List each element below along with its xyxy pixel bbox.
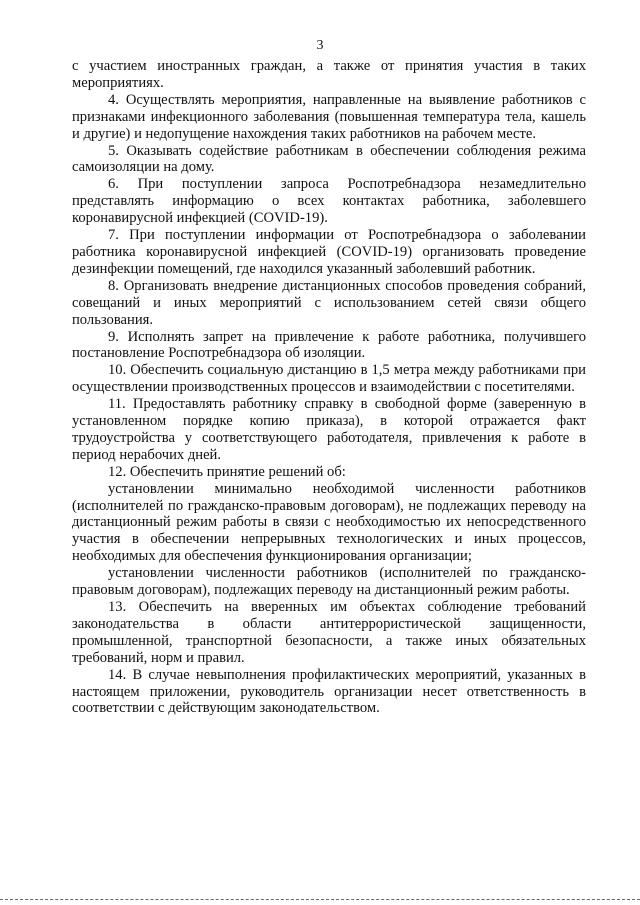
document-paragraph: 9. Исполнять запрет на привлечение к работе работника, получившего постановление Роспотребнадзора об изоляции.	[72, 328, 586, 362]
document-paragraph: установлении численности работников (исполнителей по гражданско-правовым договорам), подлежащих переводу на дистанционный режим работы.	[72, 565, 586, 599]
document-paragraph: 12. Обеспечить принятие решений об:	[108, 463, 346, 480]
document-paragraph: 6. При поступлении запроса Роспотребнадзора незамедлительно представлять информацию о всех контактах работника, заболевшего коронавирусной инфекцией (COVID-19).	[72, 176, 586, 227]
document-paragraph: 10. Обеспечить социальную дистанцию в 1,5 метра между работниками при осуществлении производственных процессов и взаимодействии с посетителями.	[72, 362, 586, 396]
document-paragraph: с участием иностранных граждан, а также от принятия участия в таких мероприятиях.	[72, 58, 586, 91]
document-paragraph: 4. Осуществлять мероприятия, направленные на выявление работников с признаками инфекционного заболевания (повышенная температура тела, кашель и другие) и недопущение нахождения таких работников на рабочем месте.	[72, 91, 586, 142]
document-paragraph: 5. Оказывать содействие работникам в обеспечении соблюдения режима самоизоляции на дому.	[72, 142, 586, 176]
document-paragraph: установлении минимально необходимой численности работников (исполнителей по гражданско-правовым договорам), не подлежащих переводу на дистанционный режим работы в связи с необходимостью их непосредственного участия в обеспечении непрерывных технологических и иных процессов, необходимых для обеспечения функционирования организации;	[72, 480, 586, 565]
document-paragraph: 13. Обеспечить на вверенных им объектах соблюдение требований законодательства в области антитеррористической защищенности, промышленной, транспортной безопасности, а также иных обязательных требований, норм и правил.	[72, 599, 586, 666]
document-paragraph: 11. Предоставлять работнику справку в свободной форме (заверенную в установленном порядке копию приказа), в которой отражается факт трудоустройства у соответствующего работодателя, привлечения к работе в период нерабочих дней.	[72, 396, 586, 463]
document-paragraph: 8. Организовать внедрение дистанционных способов проведения собраний, совещаний и иных мероприятий с использованием сетей связи общего пользования.	[72, 277, 586, 328]
document-body	[72, 58, 586, 717]
page-bottom-divider	[0, 899, 640, 900]
document-paragraph: 14. В случае невыполнения профилактических мероприятий, указанных в настоящем приложении, руководитель организации несет ответственность в соответствии с действующим законодательством.	[72, 666, 586, 717]
page-number: 3	[316, 38, 324, 53]
document-paragraph: 7. При поступлении информации от Роспотребнадзора о заболевании работника коронавирусной инфекцией (COVID-19) организовать проведение дезинфекции помещений, где находился указанный заболевший работник.	[72, 227, 586, 277]
